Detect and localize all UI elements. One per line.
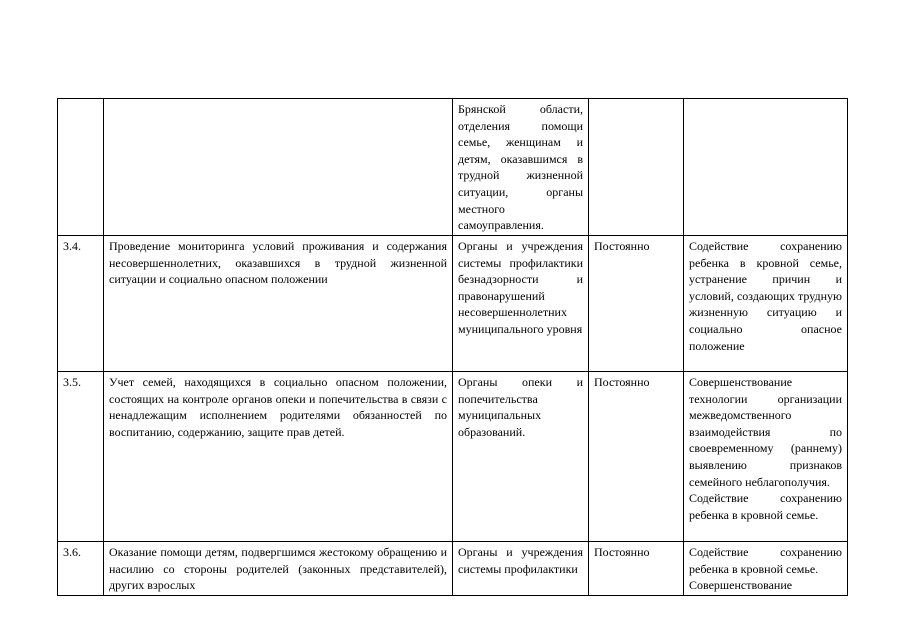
term-cell: Постоянно [589, 372, 684, 542]
table-row [58, 372, 848, 542]
table-row [58, 542, 848, 596]
executors-cell: Органы и учреждения системы профилактики безнадзорности и правонарушений несовершеннолетних муниципального уровня [453, 236, 589, 372]
term-cell: Постоянно [589, 542, 684, 596]
term-cell [589, 99, 684, 236]
result-cell [684, 99, 848, 236]
executors-cell: Органы и учреждения системы профилактики [453, 542, 589, 596]
activity-cell [104, 99, 453, 236]
executors-cell: Органы опеки и попечительства муниципальных образований. [453, 372, 589, 542]
row-number-cell: 3.6. [58, 542, 104, 596]
result-cell: Содействие сохранению ребенка в кровной семье, устранение причин и условий, создающих трудную жизненную ситуацию и социально опасное положение [684, 236, 848, 372]
result-cell [684, 542, 848, 596]
result-paragraph: Содействие сохранению ребенка в кровной семье. [689, 491, 842, 522]
activity-cell: Оказание помощи детям, подвергшимся жестокому обращению и насилию со стороны родителей (законных представителей), других взрослых [104, 542, 453, 596]
result-cell [684, 372, 848, 542]
row-number-cell [58, 99, 104, 236]
result-paragraph: Совершенствование [689, 578, 793, 593]
measures-table [57, 98, 848, 596]
table-row [58, 236, 848, 372]
table-row [58, 99, 848, 236]
executors-cell: Брянской области, отделения помощи семье, женщинам и детям, оказавшимся в трудной жизненной ситуации, органы местного самоуправления. [453, 99, 589, 236]
result-paragraph: Содействие сохранению ребенка в кровной семье. [689, 545, 842, 576]
term-cell: Постоянно [589, 236, 684, 372]
activity-cell: Учет семей, находящихся в социально опасном положении, состоящих на контроле органов опеки и попечительства в связи с ненадлежащим исполнением родителями обязанностей по воспитанию, содержанию, защите прав детей. [104, 372, 453, 542]
row-number-cell: 3.5. [58, 372, 104, 542]
row-number-cell: 3.4. [58, 236, 104, 372]
result-paragraph: Совершенствование технологии организации межведомственного взаимодействия по своевременному (раннему) выявлению признаков семейного неблагополучия. [689, 375, 842, 489]
activity-cell: Проведение мониторинга условий проживания и содержания несовершеннолетних, оказавшихся в трудной жизненной ситуации и социально опасном положении [104, 236, 453, 372]
